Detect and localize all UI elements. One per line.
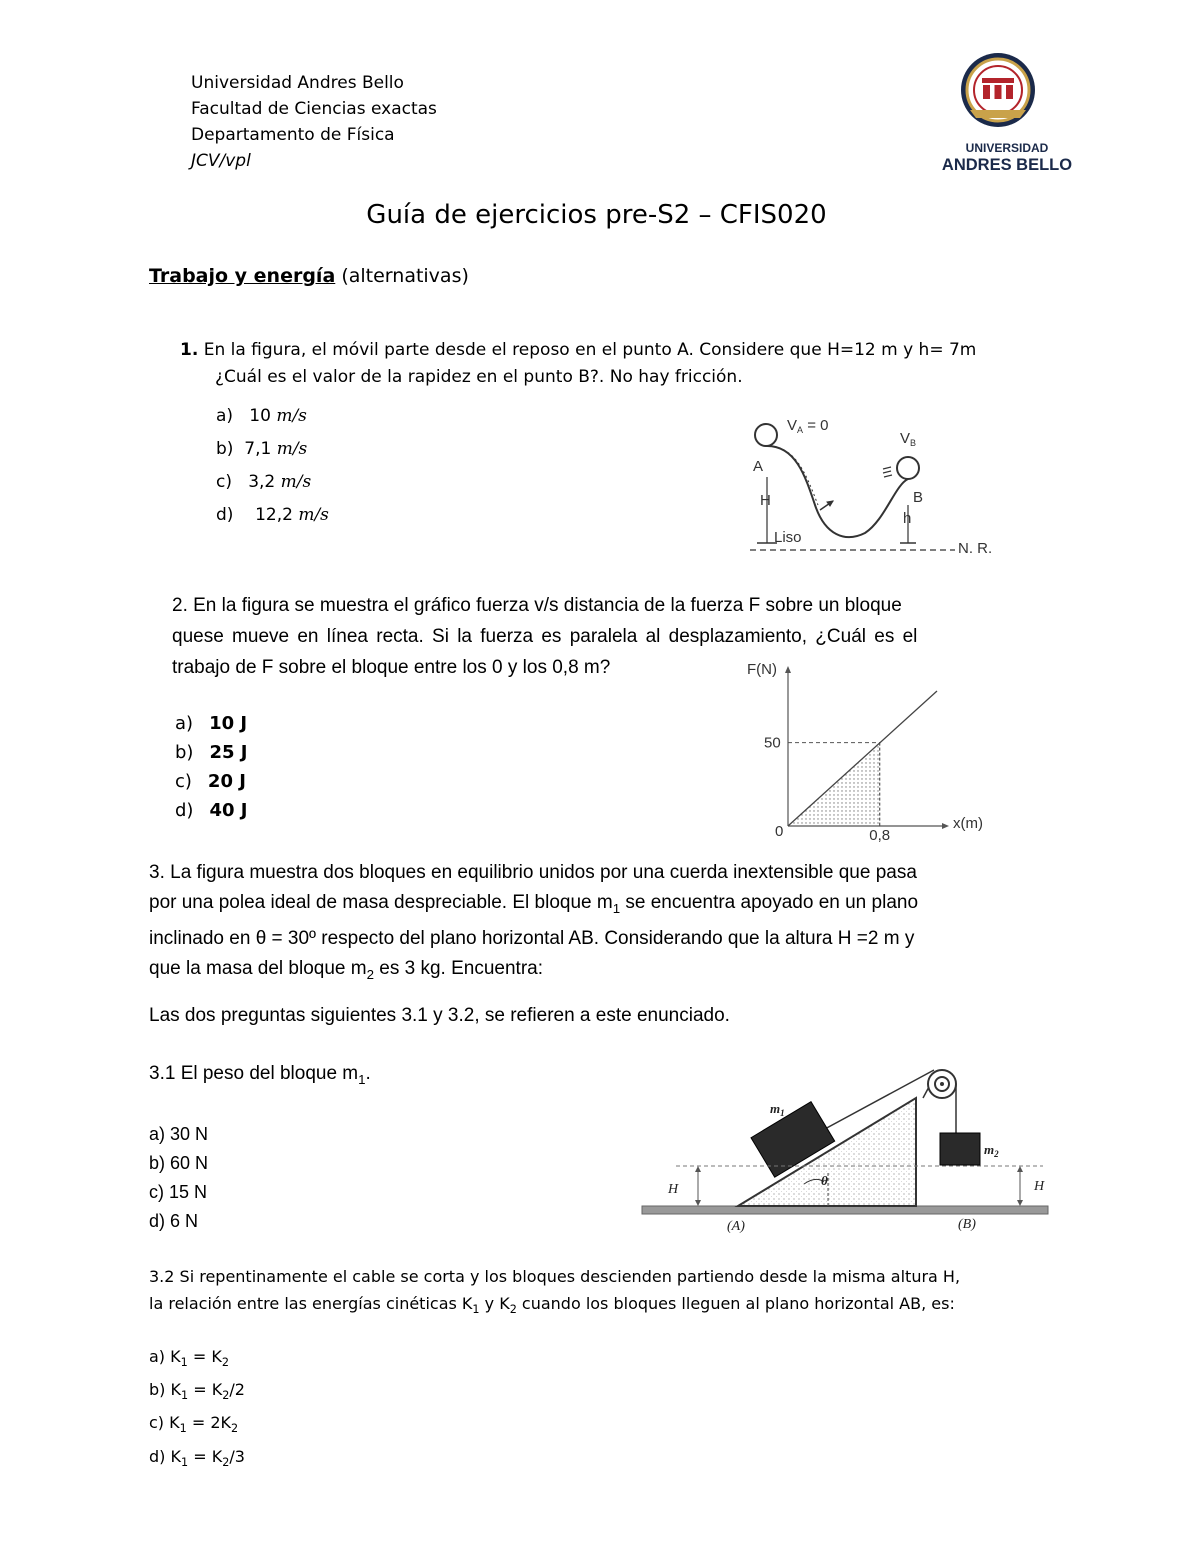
question-2-line3: trabajo de F sobre el bloque entre los 0 y los 0,8 m? [172,657,611,678]
q32-opt-b: = 2K [186,1413,231,1433]
question-3-line1: 3. La figura muestra dos bloques en equilibrio unidos por una cuerda inextensible que pasa [149,862,917,883]
ball-b [897,457,919,479]
x-tick-08: 0,8 [869,827,891,844]
theta-label: θ [821,1173,828,1188]
label-b: B [913,489,924,506]
q32-opt-s2: 2 [222,1455,230,1469]
q32-option[interactable] [149,1443,245,1476]
q2-option-letter: c) [175,771,192,792]
university-name: Universidad Andres Bello [191,73,404,93]
q32-opt-a: b) K [149,1380,181,1400]
q32-opt-b: = K [188,1446,223,1466]
q2-option-value: 20 J [207,771,246,792]
va-eq: = 0 [803,417,829,434]
q1-option-unit: m/s [280,472,312,492]
section-heading-rest: (alternativas) [335,265,469,287]
va-sub: A [797,425,804,435]
q32-opt-a: a) K [149,1347,181,1366]
y-axis-arrow [785,666,791,673]
x-axis-label: x(m) [953,815,983,832]
question-3-line3: inclinado en θ = 30º respecto del plano horizontal AB. Considerando que la altura H =2 m y [149,927,915,949]
figure-1-track [745,405,1005,557]
question-3-line4a: que la masa del bloque m [149,957,367,979]
logo-text-bottom: ANDRES BELLO [941,156,1073,174]
q1-option[interactable] [216,406,329,439]
track-curve [766,446,908,537]
q31-option[interactable]: a) 30 N [149,1124,209,1144]
question-3-line2b: se encuentra apoyado en un plano [620,892,919,913]
q2-option-letter: a) [175,713,194,734]
logo-text-top: UNIVERSIDAD [965,141,1049,155]
figure-3-incline-pulley [638,1058,1050,1238]
question-3-line4-sub: 2 [366,966,374,982]
question-1-line1: En la figura, el móvil parte desde el reposo en el punto A. Considere que H=12 m y h= 7m [198,340,977,360]
svg-text:VA = 0 [787,417,828,435]
h-label-right: H [1034,1179,1045,1194]
m2-label: m [984,1142,995,1157]
question-2-line2: quese mueve en línea recta. Si la fuerza es paralela al desplazamiento, ¿Cuál es el [172,626,918,647]
q2-option-value: 10 J [209,713,248,734]
q32-opt-s1: 1 [180,1389,189,1403]
vb-sub: B [910,438,917,448]
q32-opt-b: = K [188,1380,223,1400]
ground [642,1206,1048,1214]
force-distance-chart [745,658,995,848]
svg-text:m2 [984,1142,999,1159]
svg-text:m1 [770,1101,785,1118]
question-3-2 [149,1263,960,1323]
q1-option-letter: a) [216,406,234,426]
q1-option[interactable] [216,472,329,505]
question-3-1-prompt: 3.1 El peso del bloque m [149,1063,359,1084]
question-3 [149,858,1019,990]
q31-option[interactable]: d) 6 N [149,1211,199,1231]
question-3-1-options [149,1120,208,1236]
q2-option-value: 40 J [209,800,248,821]
label-liso: Liso [774,529,802,546]
k2-sub: 2 [509,1303,517,1317]
q1-option-value: 3,2 [248,472,276,492]
va-label: V [787,417,798,434]
page-title: Guía de ejercicios pre-S2 – CFIS020 [366,200,827,230]
q2-option-letter: d) [175,800,194,821]
question-3-line2a: por una polea ideal de masa despreciable. El bloque m [149,892,613,913]
m1-label: m [770,1101,781,1116]
q1-option-letter: b) [216,439,234,459]
section-heading-bold: Trabajo y energía [149,265,336,287]
q1-option[interactable] [216,505,329,538]
q1-option-value: 7,1 [244,439,272,459]
q32-opt-c: /2 [229,1380,245,1400]
svg-text:VB [900,430,916,448]
question-1-number: 1. [180,340,199,360]
x-tick-0: 0 [775,823,784,840]
q1-option-unit: m/s [276,406,307,426]
label-a: A [753,458,764,475]
ball-a [755,424,777,446]
block-m2 [940,1133,980,1165]
q2-option[interactable] [175,800,247,829]
question-1-options [216,406,329,538]
q2-option-value: 25 J [209,742,248,763]
q32-opt-s2: 2 [231,1422,239,1436]
q2-option[interactable] [175,771,247,800]
q1-option-unit: m/s [276,439,308,459]
question-3-1-sub: 1 [358,1071,366,1087]
q1-option-letter: c) [216,472,232,492]
q32-opt-s2: 2 [221,1356,229,1370]
header-block [191,70,437,174]
author-initials: JCV/vpl [191,151,251,171]
question-3-2-line2b: y K [479,1294,510,1313]
department-name: Departamento de Física [191,125,395,145]
m1-sub: 1 [780,1108,785,1118]
q32-opt-a: d) K [149,1446,181,1466]
question-3-line2-sub: 1 [612,900,621,916]
q32-opt-b: = K [187,1347,222,1366]
question-3-2-options [149,1343,245,1476]
question-1 [180,337,976,391]
k1-sub: 1 [472,1303,480,1317]
q32-opt-s1: 1 [180,1356,188,1370]
question-2-line1: 2. En la figura se muestra el gráfico fuerza v/s distancia de la fuerza F sobre un bloque [172,595,902,616]
q32-opt-s1: 1 [180,1455,189,1469]
question-3-note: Las dos preguntas siguientes 3.1 y 3.2, se refieren a este enunciado. [149,1005,730,1026]
label-nr: N. R. [958,540,993,557]
label-small-h: h [903,510,912,527]
label-big-h: H [760,492,771,509]
question-1-line2: ¿Cuál es el valor de la rapidez en el punto B?. No hay fricción. [215,367,743,387]
q2-option[interactable] [175,713,247,742]
q1-option-letter: d) [216,505,234,525]
m2-sub: 2 [994,1149,999,1159]
point-b-label: (B) [958,1217,976,1232]
q2-option-letter: b) [175,742,194,763]
h-label-left: H [668,1182,679,1197]
y-tick-50: 50 [764,734,781,752]
university-logo [940,48,1075,178]
question-3-1 [149,1063,371,1087]
question-3-2-line1: 3.2 Si repentinamente el cable se corta y los bloques descienden partiendo desde la misma altura H, [149,1267,961,1286]
y-axis-label: F(N) [747,661,777,678]
q31-option[interactable]: b) 60 N [149,1153,209,1173]
x-axis-arrow [942,823,949,829]
faculty-name: Facultad de Ciencias exactas [191,99,437,119]
q32-opt-c: /3 [229,1446,245,1466]
q1-option-value: 12,2 [255,505,293,525]
q1-option[interactable] [216,439,329,472]
q2-option[interactable] [175,742,247,771]
section-heading [149,265,469,287]
q1-option-value: 10 [249,406,271,426]
question-3-2-line2a: la relación entre las energías cinéticas K [149,1294,473,1313]
q32-option[interactable] [149,1409,245,1442]
question-3-line4b: es 3 kg. Encuentra: [374,957,543,979]
q32-opt-s2: 2 [222,1389,230,1403]
question-3-1-end: . [365,1063,371,1084]
question-3-2-line2c: cuando los bloques lleguen al plano horizontal AB, es: [516,1294,955,1313]
q31-option[interactable]: c) 15 N [149,1182,208,1202]
q32-option[interactable] [149,1376,245,1409]
q32-opt-a: c) K [149,1413,180,1433]
q1-option-unit: m/s [298,505,329,525]
q32-opt-s1: 1 [179,1422,187,1436]
question-2-options [175,713,247,829]
q32-option[interactable] [149,1343,245,1376]
vb-label: V [900,430,911,447]
point-a-label: (A) [727,1219,745,1234]
